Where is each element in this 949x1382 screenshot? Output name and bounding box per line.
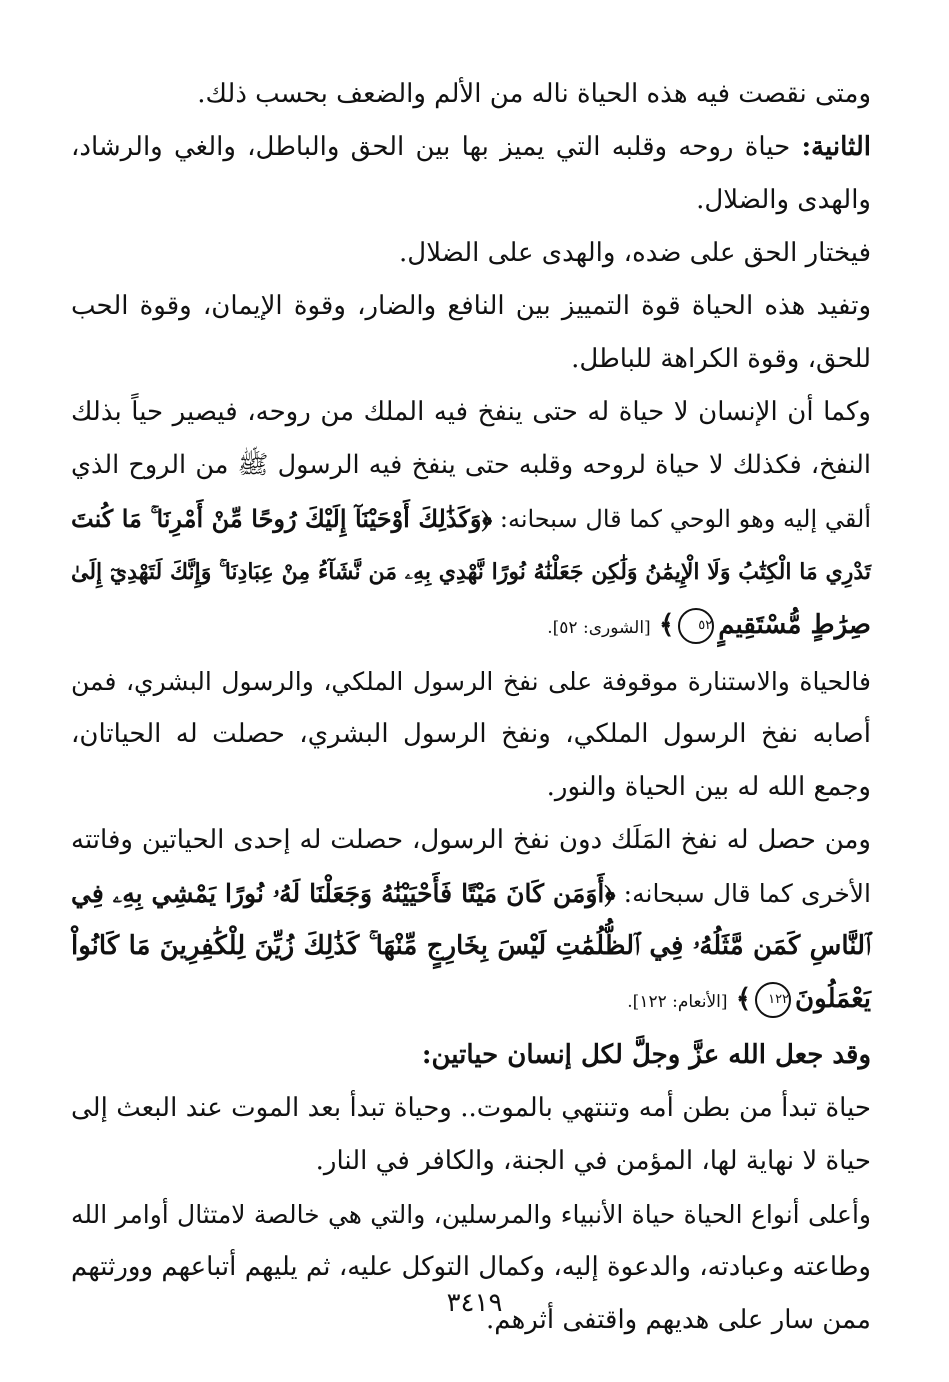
text-line: وتفيد هذه الحياة قوة التمييز بين النافع والضار، وقوة الإيمان، وقوة الحب: [71, 291, 871, 321]
quran-verse: ﴿وَكَذَٰلِكَ أَوْحَيْنَآ إِلَيْكَ رُوحًا مِّنْ أَمْرِنَا ۚ مَا كُنتَ: [71, 504, 493, 533]
text-line: [71, 867, 871, 920]
text-line: فالحياة والاستنارة موقوفة على نفخ الرسول الملكي، والرسول البشري، فمن: [71, 667, 871, 696]
text-line: حياة لا نهاية لها، المؤمن في الجنة، والكافر في النار.: [315, 1146, 871, 1176]
text-line: والهدى والضلال.: [696, 185, 871, 215]
verse-reference: [الشورى: ٥٢].: [547, 618, 651, 638]
ayah-number-marker: ٥٢: [678, 608, 714, 644]
text-line: [71, 121, 871, 174]
lead-word: الثانية:: [801, 132, 871, 162]
quran-line: تَدْرِي مَا الْكِتَٰبُ وَلَا الْإِيمَٰنُ وَلَٰكِن جَعَلْنَٰهُ نُورًا نَّهْدِي بِهِۦ مَن نَّشَآءُ مِنْ عِبَادِنَا ۚ وَإِنَّكَ لَتَهْدِيٓ إِلَىٰ: [71, 559, 871, 585]
page-number: ٣٤١٩: [446, 1288, 503, 1318]
text-line: ومن حصل له نفخ المَلَك دون نفخ الرسول، حصلت له إحدى الحياتين وفاتته: [71, 825, 871, 855]
text-span: الأخرى كما قال سبحانه:: [623, 879, 871, 908]
ayah-number-marker: ١٢٢: [755, 982, 791, 1018]
text-line: ومتى نقصت فيه هذه الحياة ناله من الألم والضعف بحسب ذلك.: [197, 79, 871, 109]
text-line: [71, 599, 871, 655]
quran-verse: ﴿أَوَمَن كَانَ مَيْتًا فَأَحْيَيْنَٰهُ وَجَعَلْنَا لَهُۥ نُورًا يَمْشِي بِهِۦ فِي: [71, 879, 616, 908]
page-body: [71, 68, 871, 1347]
text-line: وطاعته وعبادته، والدعوة إليه، وكمال التوكل عليه، ثم يليهم أتباعهم وورثتهم: [71, 1252, 871, 1282]
verse-reference: [الأنعام: ١٢٢].: [627, 992, 728, 1012]
text-line: النفخ، فكذلك لا حياة لروحه وقلبه حتى ينفخ فيه الرسول ﷺ من الروح الذي: [71, 450, 871, 480]
text-line: وجمع الله له بين الحياة والنور.: [546, 772, 871, 802]
quran-line: ٱلنَّاسِ كَمَن مَّثَلُهُۥ فِي ٱلظُّلُمَٰتِ لَيْسَ بِخَارِجٍ مِّنْهَا ۚ كَذَٰلِكَ زُيِّنَ لِلْكَٰفِرِينَ مَا كَانُواْ: [71, 931, 871, 961]
text-span: حياة روحه وقلبه التي يميز بها بين الحق والباطل، والغي والرشاد،: [71, 132, 791, 162]
text-span: ألقي إليه وهو الوحي كما قال سبحانه:: [499, 505, 871, 533]
text-line: للحق، وقوة الكراهة للباطل.: [571, 344, 871, 374]
quran-close-bracket: ﴾: [735, 984, 752, 1014]
quran-verse: صِرَٰطٍ مُّسْتَقِيمٍ: [718, 610, 871, 640]
text-line: حياة تبدأ من بطن أمه وتنتهي بالموت.. وحياة تبدأ بعد الموت عند البعث إلى: [71, 1093, 871, 1123]
text-line: [71, 492, 871, 546]
text-line: وأعلى أنواع الحياة حياة الأنبياء والمرسلين، والتي هي خالصة لامتثال أوامر الله: [71, 1200, 871, 1229]
quran-verse: يَعْمَلُونَ: [795, 984, 871, 1014]
quran-close-bracket: ﴾: [658, 610, 675, 640]
text-line: فيختار الحق على ضده، والهدى على الضلال.: [399, 238, 871, 268]
section-heading: وقد جعل الله عزَّ وجلَّ لكل إنسان حياتين:: [421, 1040, 871, 1070]
text-line: [71, 973, 871, 1029]
text-line: أصابه نفخ الرسول الملكي، ونفخ الرسول البشري، حصلت له الحياتان،: [71, 719, 871, 749]
text-line: ممن سار على هديهم واقتفى أثرهم.: [486, 1305, 871, 1335]
text-line: وكما أن الإنسان لا حياة له حتى ينفخ فيه الملك من روحه، فيصير حياً بذلك: [71, 397, 871, 427]
